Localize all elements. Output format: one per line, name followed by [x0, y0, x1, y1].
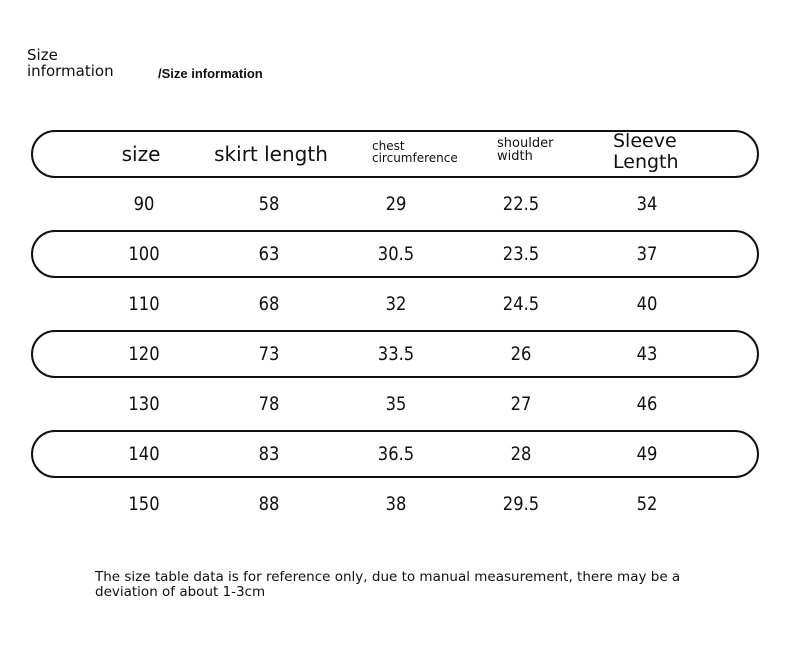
- page-title: [27, 47, 114, 79]
- cell-size: 100: [128, 243, 160, 265]
- header-chest-circumference: [372, 130, 458, 174]
- table-header-row: [31, 130, 759, 178]
- table-row: [31, 180, 759, 228]
- cell-chest: 35: [385, 393, 407, 415]
- page-subtitle: /Size information: [158, 66, 263, 81]
- cell-sleeve: 52: [636, 493, 658, 515]
- cell-shoulder: 26: [510, 343, 532, 365]
- table-row: [31, 430, 759, 478]
- cell-shoulder: 23.5: [502, 243, 540, 265]
- cell-sleeve: 40: [636, 293, 658, 315]
- header-size: size: [121, 142, 161, 166]
- cell-skirt-length: 83: [258, 443, 280, 465]
- cell-shoulder: 24.5: [502, 293, 540, 315]
- cell-shoulder: 27: [510, 393, 532, 415]
- header-chest-line2: circumference: [372, 151, 458, 165]
- cell-sleeve: 46: [636, 393, 658, 415]
- cell-shoulder: 29.5: [502, 493, 540, 515]
- cell-size: 110: [128, 293, 160, 315]
- table-row: [31, 230, 759, 278]
- header-sleeve-length: [613, 130, 679, 174]
- cell-chest: 38: [385, 493, 407, 515]
- cell-skirt-length: 78: [258, 393, 280, 415]
- cell-size: 140: [128, 443, 160, 465]
- table-row: [31, 280, 759, 328]
- cell-chest: 29: [385, 193, 407, 215]
- cell-skirt-length: 88: [258, 493, 280, 515]
- cell-size: 150: [128, 493, 160, 515]
- cell-chest: 36.5: [377, 443, 415, 465]
- table-row: [31, 380, 759, 428]
- title-line-1: Size: [27, 46, 58, 64]
- measurement-disclaimer: The size table data is for reference only, due to manual measurement, there may be a deviation of about 1-3cm: [95, 569, 681, 600]
- cell-skirt-length: 68: [258, 293, 280, 315]
- table-row: [31, 330, 759, 378]
- cell-size: 120: [128, 343, 160, 365]
- cell-skirt-length: 73: [258, 343, 280, 365]
- header-shoulder-width: [497, 128, 553, 172]
- table-row: [31, 480, 759, 528]
- header-chest-line1: chest: [372, 139, 405, 153]
- header-sleeve-line1: Sleeve: [613, 130, 677, 152]
- cell-size: 130: [128, 393, 160, 415]
- cell-shoulder: 28: [510, 443, 532, 465]
- cell-sleeve: 43: [636, 343, 658, 365]
- header-sleeve-line2: Length: [613, 151, 679, 173]
- header-shoulder-line1: shoulder: [497, 136, 554, 151]
- header-skirt-length: skirt length: [214, 142, 328, 166]
- cell-sleeve: 49: [636, 443, 658, 465]
- cell-size: 90: [133, 193, 155, 215]
- cell-sleeve: 34: [636, 193, 658, 215]
- cell-shoulder: 22.5: [502, 193, 540, 215]
- cell-sleeve: 37: [636, 243, 658, 265]
- cell-chest: 30.5: [377, 243, 415, 265]
- cell-skirt-length: 63: [258, 243, 280, 265]
- cell-chest: 32: [385, 293, 407, 315]
- cell-chest: 33.5: [377, 343, 415, 365]
- cell-skirt-length: 58: [258, 193, 280, 215]
- title-line-2: information: [27, 62, 114, 80]
- header-shoulder-line2: width: [497, 149, 533, 164]
